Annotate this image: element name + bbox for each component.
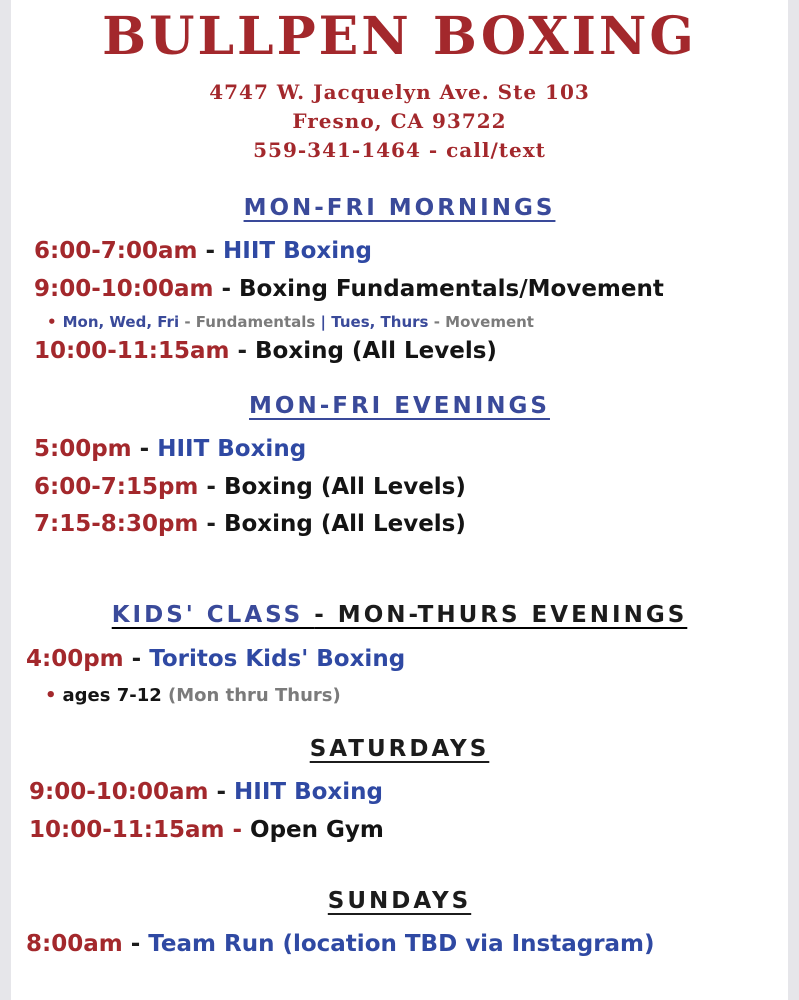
evenings-heading: MON-FRI EVENINGS [249,393,550,419]
class-time: 9:00-10:00am [29,779,209,805]
kids-heading-part-1: KIDS' CLASS [111,602,315,628]
note-days-2: Tues, Thurs [331,313,429,331]
separator: - [131,436,158,462]
note-days: (Mon thru Thurs) [161,685,341,706]
mornings-row-1 [34,238,372,264]
bullet-icon: • [45,685,57,706]
mornings-note [47,313,534,331]
evenings-row-3 [34,511,466,537]
kids-note [45,685,341,706]
kids-heading [11,602,788,628]
note-type-2: Movement [445,313,534,331]
address-line-2: Fresno, CA 93722 [292,109,507,133]
class-time: 5:00pm [34,436,132,462]
class-name: HIIT Boxing [157,436,307,462]
mornings-row-3 [34,338,497,364]
class-name: Boxing (All Levels) [255,338,497,364]
kids-heading-part-2: - MON-THURS EVENINGS [314,602,688,628]
note-sep-1: - [179,313,196,331]
evenings-row-1 [34,436,306,462]
phone-line: 559-341-1464 - call/text [253,138,546,162]
sundays-heading: SUNDAYS [327,888,472,914]
note-sep-2: - [428,313,446,331]
evenings-row-2 [34,474,466,500]
class-time: 10:00-11:15am [34,338,230,364]
class-name: Boxing Fundamentals/Movement [239,276,664,302]
saturdays-row-2 [29,817,384,843]
class-name: Toritos Kids' Boxing [149,646,406,672]
kids-row [26,646,405,672]
separator: - [224,817,251,843]
mornings-heading: MON-FRI MORNINGS [243,195,556,221]
class-name: HIIT Boxing [234,779,383,805]
schedule-flyer [11,0,788,1000]
class-name: HIIT Boxing [223,238,372,264]
class-time: 8:00am [26,931,123,957]
separator: - [208,779,235,805]
mornings-row-2 [34,276,664,302]
separator: - [197,238,224,264]
gym-title: BULLPEN BOXING [102,6,697,67]
separator: - [198,511,224,537]
note-days-1: Mon, Wed, Fri [62,313,180,331]
class-time: 10:00-11:15am [29,817,225,843]
class-time: 6:00-7:00am [34,238,198,264]
separator: - [229,338,256,364]
note-type-1: Fundamentals [195,313,316,331]
class-time: 9:00-10:00am [34,276,214,302]
address-line-1: 4747 W. Jacquelyn Ave. Ste 103 [209,80,590,104]
bullet-icon: • [47,313,57,331]
saturdays-heading: SATURDAYS [309,736,490,762]
note-divider: | [315,313,332,331]
separator: - [213,276,240,302]
note-ages: ages 7-12 [62,685,162,706]
class-name: Boxing (All Levels) [223,474,466,500]
class-name: Boxing (All Levels) [223,511,466,537]
class-time: 6:00-7:15pm [34,474,199,500]
separator: - [122,931,149,957]
separator: - [123,646,150,672]
separator: - [198,474,224,500]
class-time: 7:15-8:30pm [34,511,199,537]
class-name: Team Run (location TBD via Instagram) [148,931,655,957]
sundays-row [26,931,655,957]
class-name: Open Gym [250,817,384,843]
class-time: 4:00pm [26,646,124,672]
saturdays-row-1 [29,779,383,805]
